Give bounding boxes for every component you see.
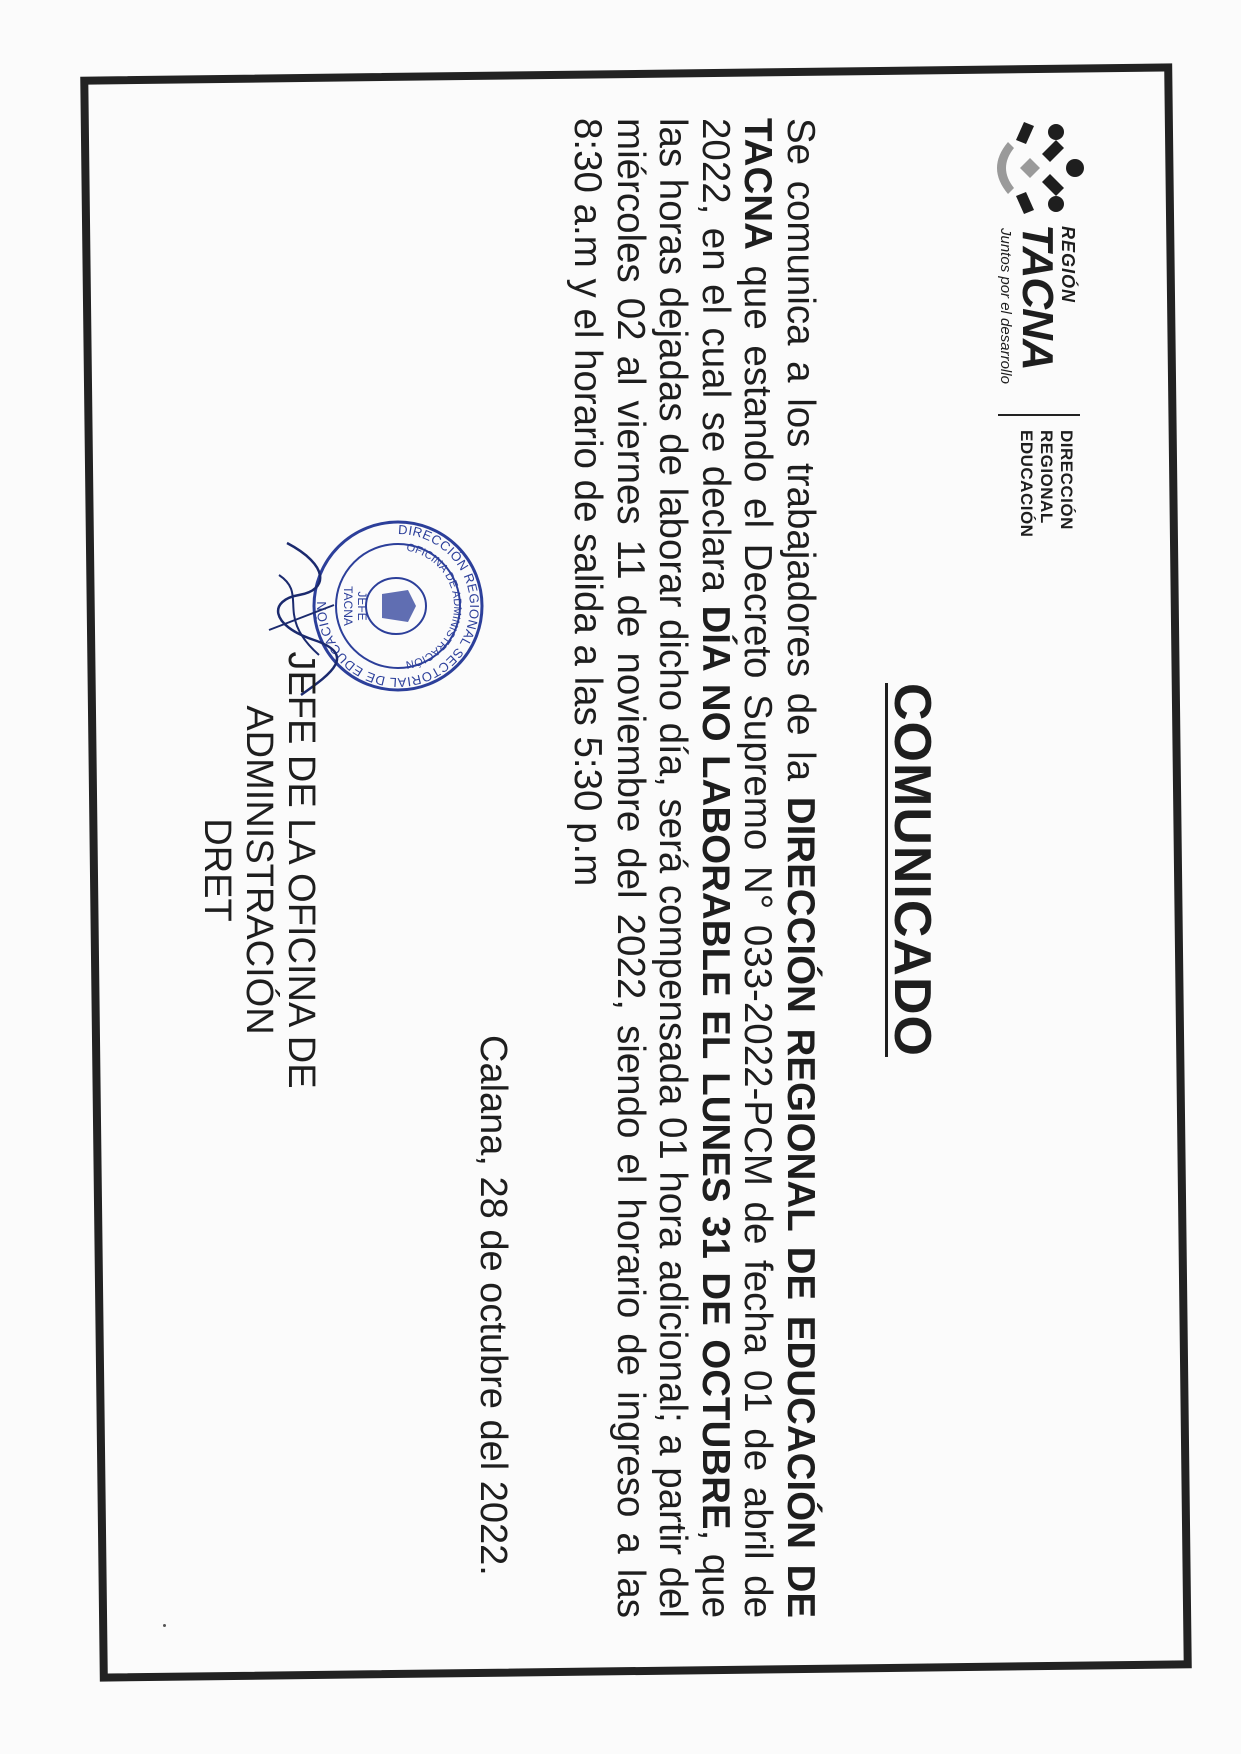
region-tacna-emblem-icon <box>986 118 1086 218</box>
seal-center-city: TACNA <box>341 586 355 626</box>
logo-tagline: Juntos por el desarrollo <box>997 228 1014 384</box>
logo-directorate-name <box>1016 430 1076 537</box>
signatory-organization: DRET <box>196 818 238 922</box>
logo-directorate-line: REGIONAL <box>1037 430 1056 524</box>
logo-region-name: TACNA <box>1013 224 1062 370</box>
signatory-block <box>196 570 322 1170</box>
seal-outer-text: DIRECCIÓN REGIONAL SECTORIAL DE EDUCACIÓN <box>313 521 483 691</box>
logo-divider <box>998 414 1080 416</box>
body-bold-holiday: DÍA NO LABORABLE EL LUNES 31 DE OCTUBRE <box>694 605 737 1530</box>
body-text-part: Se comunica a los trabajadores de la <box>779 118 822 797</box>
document-sheet <box>124 100 1104 1640</box>
body-bold-institution: DIRECCIÓN REGIONAL DE EDUCACIÓN DE TACNA <box>736 118 822 1619</box>
region-tacna-logo <box>944 118 1094 618</box>
logo-directorate-line: EDUCACIÓN <box>1017 430 1036 538</box>
seal-inner-text: OFICINA DE ADMINISTRACIÓN <box>404 541 464 671</box>
body-text-part: , que las horas dejadas de laborar dicho día, será compensada 01 hora adicional; a partir del miércoles 02 al viernes 11 de noviembre del 2022, siendo el horario de ingreso a las 8:30 a.m y el horario de salida a las 5:30 p.m <box>566 118 737 1618</box>
announcement-body <box>566 118 821 1618</box>
logo-directorate-line: DIRECCIÓN <box>1057 430 1076 530</box>
document-title: COMUNICADO <box>883 683 941 1057</box>
signatory-title: JEFE DE LA OFICINA DE ADMINISTRACIÓN <box>238 651 322 1089</box>
body-text-part: que estando el Decreto Supremo N° 033-2022-PCM de fecha 01 de abril de 2022, en el cual se declara <box>694 118 780 1618</box>
logo-region-label: REGIÓN <box>1058 226 1078 304</box>
place-and-date: Calana, 28 de octubre del 2022. <box>472 1035 514 1576</box>
seal-center-title: JEFE <box>355 591 369 621</box>
